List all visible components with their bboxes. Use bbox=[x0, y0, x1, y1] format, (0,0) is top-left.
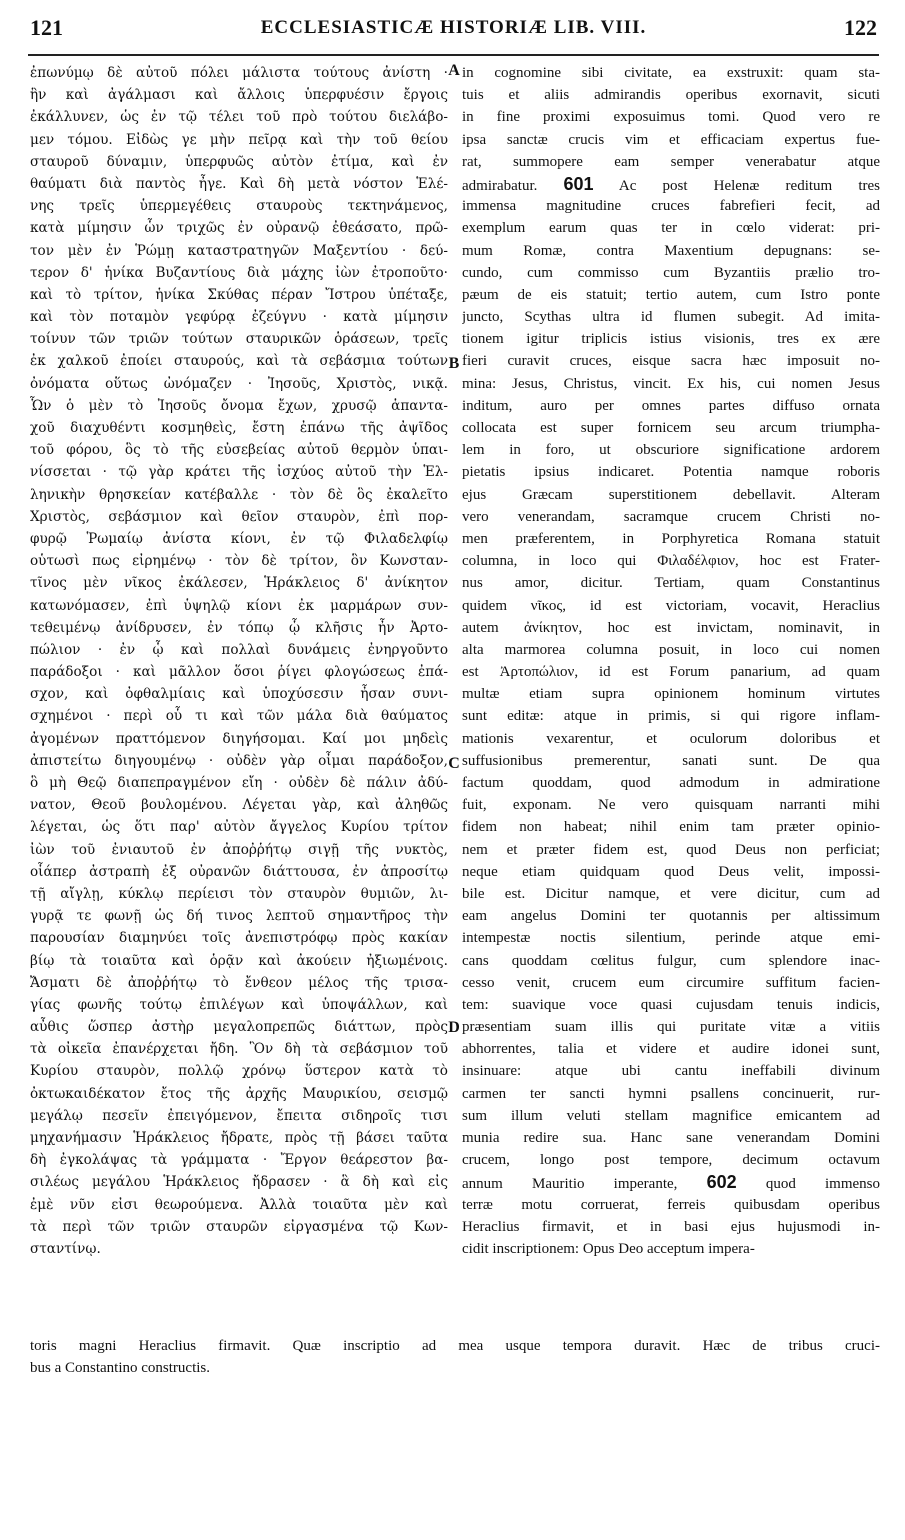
latin-text-line: in fine proximi exposuimus tomi. Quod vero re bbox=[462, 109, 880, 126]
greek-text-line: ἐμὲ νῦν εἰσι θεωρούμενα. Ἀλλὰ τοιαῦτα μὲν καὶ bbox=[30, 1196, 448, 1213]
greek-text-line: ἐκ χαλκοῦ ἐποίει σταυρούς, καὶ τὰ σεβάσμια τούτων bbox=[30, 353, 448, 370]
inline-page-number: 602 bbox=[706, 1172, 737, 1193]
greek-text-line: ὀνόματα οὕτως ὠνόμαζεν · Ἰησοῦς, Χριστὸς, νικᾷ. bbox=[30, 375, 448, 392]
greek-text-line: τοίνυν τῶν τριῶν τούτων σταυρικῶν ὁράσεων, τρεῖς bbox=[30, 331, 448, 348]
latin-text-line: immensa magnitudine cruces fabrefieri fecit, ad bbox=[462, 198, 880, 215]
latin-text-line: annum Mauritio imperante, 602 quod immenso bbox=[462, 1172, 880, 1193]
latin-text-line: fuit, exponam. Ne vero quisquam narranti mihi bbox=[462, 797, 880, 814]
latin-text-line: mationis vexarentur, et oculorum doloribus et bbox=[462, 730, 880, 747]
greek-text-line: κατὰ μίμησιν ὧν τριχῶς ἐν οὐρανῷ ἐθεάσατο, πρῶ- bbox=[30, 220, 448, 237]
greek-text-line: σχον, καὶ ὀφθαλμίαις καὶ ὑποχύσεσιν ἦσαν συνι- bbox=[30, 686, 448, 703]
margin-marker-d: D bbox=[448, 1019, 460, 1036]
greek-text-line: ἀπιστείτω διηγουμένῳ · οὐδὲν γὰρ οἶμαι παράδοξον, bbox=[30, 752, 448, 769]
greek-text-line: μεν τόμου. Εἰδὼς γε μὴν πεῖρᾳ καὶ τὴν τοῦ θείου bbox=[30, 131, 448, 148]
greek-text-line: φυρῷ Ῥωμαίῳ ἀνίστα κίονι, ἐν τῷ Φιλαδελφίῳ bbox=[30, 530, 448, 547]
greek-text-line: μεγάλῳ πεσεῖν ἐπειγόμενον, ἔπειτα σιδηροῖς τισι bbox=[30, 1107, 448, 1124]
latin-text-line: cesso venit, crucem eum circumire suffitum facien- bbox=[462, 974, 880, 991]
greek-text-line: χοῦ διαχυθέντι κοσμηθεὶς, ἔστη ἐπάνω τῆς ἀψῖδος bbox=[30, 420, 448, 436]
greek-text-line: Κυρίου σταυρὸν, πολλῷ χρόνῳ ὕστερον κατὰ τὸ bbox=[30, 1063, 448, 1080]
footer-text bbox=[30, 1335, 880, 1379]
latin-text-line: tem: suavique voce quasi cujusdam tenuis indicis, bbox=[462, 996, 880, 1013]
margin-marker-b: B bbox=[448, 355, 460, 372]
greek-text-line: Χριστὸς, σεβάσμιον καὶ θεῖον σταυρὸν, ἐπὶ πορ- bbox=[30, 508, 448, 525]
greek-text-line: δὴ ἐγκολάψας τὰ γράμματα · Ἔργον θεάρεστον βα- bbox=[30, 1152, 448, 1169]
greek-text-line: τῇ αἴγλῃ, κύκλῳ περίεισι τὸν σταυρὸν θυμιῶν, λι- bbox=[30, 885, 448, 902]
greek-text-line: λέγεται, ὡς ὅτι παρ' αὐτὸν ἄγγελος Κυρίου τρίτον bbox=[30, 819, 448, 836]
latin-text-line: lem in foro, ut obscuriore significatione ardorem bbox=[462, 442, 880, 459]
greek-text-line: θαύματι διὰ παντὸς ἦγε. Καὶ δὴ μετὰ νόστον Ἑλέ- bbox=[30, 175, 448, 192]
greek-text-line: νατον, Θεοῦ βουλομένου. Λέγεται γὰρ, καὶ ἀληθῶς bbox=[30, 797, 448, 814]
greek-text-line: παρουσίαν διαμηνύει τοῖς ἀνεπιστρόφῳ πρὸς κακίαν bbox=[30, 930, 448, 947]
greek-text-line: γίας φωνῆς τούτῳ ἐπιλέγων καὶ ὑποψάλλων, καὶ bbox=[30, 996, 448, 1013]
latin-text-line: vero venerandam, sacramque crucem Christi no- bbox=[462, 508, 880, 525]
running-title: ECCLESIASTICÆ HISTORIÆ LIB. VIII. bbox=[260, 17, 647, 38]
margin-marker-c: C bbox=[448, 755, 460, 772]
latin-text-line: neque etiam quidquam quod Deus velit, impossi- bbox=[462, 863, 880, 880]
greek-text-line: ἣν καὶ ἀγάλμασι καὶ ἄλλοις ὑπερφυέσιν ἔργοις bbox=[30, 87, 448, 104]
greek-text-line: τὰ οἰκεῖα ἐπανέρχεται ἤδη. Ὃν δὴ τὰ σεβάσμιον τοῦ bbox=[30, 1041, 448, 1058]
latin-text-line: sum illum veluti stellam magnifice emicantem ad bbox=[462, 1107, 880, 1124]
header-rule bbox=[28, 54, 879, 56]
latin-text-line: mum Romæ, contra Maxentium depugnans: se- bbox=[462, 242, 880, 259]
greek-text-line: τεθειμένῳ ἀνίδρυσεν, ἐν τόπῳ ᾧ κλῆσις ἦν Ἀρτο- bbox=[30, 619, 448, 636]
greek-text-line: τοῦ φόρου, ὃς τὸ τῆς εὐσεβείας αὐτοῦ θερμὸν ὑπαι- bbox=[30, 442, 448, 459]
right-page-number: 122 bbox=[843, 15, 877, 40]
greek-text-line: πώλιον · ἐν ᾧ καὶ πολλαὶ δυνάμεις ἐνηργοῦντο bbox=[30, 641, 448, 658]
latin-text-line: ipsa sanctæ crucis vim et efficaciam expertus fue- bbox=[462, 131, 880, 148]
latin-text-line: exemplum earum quas ter in cœlo viderat: pri- bbox=[462, 220, 880, 237]
latin-text-line: men præferentem, in Porphyretica Romana statuit bbox=[462, 530, 880, 547]
greek-text-line: βίῳ τὰ τοιαῦτα καὶ ὁρᾷν καὶ ἀκούειν ἠξιωμένοις. bbox=[30, 952, 448, 969]
latin-text-line: tuis et aliis admirandis operibus exornavit, sicuti bbox=[462, 87, 880, 104]
greek-text-line: καὶ τὸ τρίτον, ἡνίκα Σκύθας πέραν Ἴστρου ὑπέταξε, bbox=[30, 286, 448, 303]
latin-text-line: quidem νῖκος, id est victoriam, vocavit, Heraclius bbox=[462, 597, 880, 614]
greek-text-line: Ἄσματι δὲ ἀποῤῥήτῳ τὸ ἔνθεον μέλος τῆς τρισα- bbox=[30, 974, 448, 991]
greek-text-line: οἷάπερ ἀστραπὴ ἐξ οὐρανῶν διάττουσα, ἐν ἀπροσίτῳ bbox=[30, 863, 448, 880]
latin-text-line: cundo, cum commisso cum Byzantiis prælio tro- bbox=[462, 264, 880, 281]
latin-text-line: autem ἀνίκητον, hoc est invictam, nominavit, in bbox=[462, 619, 880, 636]
latin-text-line: tionem igitur triplicis istius visionis, tres ex ære bbox=[462, 331, 880, 348]
latin-text-line: cidit inscriptionem: Opus Deo acceptum impera- bbox=[462, 1240, 755, 1257]
greek-text-line: γυρᾷ τε φωνῇ ὡς δή τινος λεπτοῦ σημαντῆρος τὴν bbox=[30, 908, 448, 925]
latin-text-line: in cognomine sibi civitate, ea exstruxit: quam sta- bbox=[462, 65, 880, 81]
latin-text-line: ejus Græcam superstitionem debellavit. Alteram bbox=[462, 486, 880, 503]
greek-text-line: ὃ μὴ Θεῷ διαπεπραγμένον εἴη · οὐδὲν δὲ πάλιν ἀδύ- bbox=[30, 775, 448, 791]
greek-text-line: ἐπωνύμῳ δὲ αὐτοῦ πόλει μάλιστα τούτους ἀνίστη · bbox=[30, 65, 448, 81]
margin-marker-a: A bbox=[448, 62, 460, 79]
footer-text-line: bus a Constantino constructis. bbox=[30, 1360, 210, 1377]
greek-text-line: αὖθις ὥσπερ ἀστὴρ μεγαλοπρεπῶς διάττων, πρὸς bbox=[30, 1019, 448, 1036]
latin-text-line: præsentiam suam illis qui puritate vitæ a vitiis bbox=[462, 1019, 880, 1036]
latin-text-line: cans quoddam cœlitus fulgur, cum splendore inac- bbox=[462, 952, 880, 969]
greek-column bbox=[30, 62, 448, 1260]
latin-text-line: nem et præter fidem est, quod Deus non perficiat; bbox=[462, 841, 880, 858]
inline-page-number: 601 bbox=[563, 173, 594, 194]
greek-text-line: Ὧν ὁ μὲν τὸ Ἰησοῦς ὄνομα ἔχων, χρυσῷ ἁπαντα- bbox=[30, 397, 448, 414]
greek-text-line: τὰ περὶ τῶν τριῶν σταυρῶν εἰργασμένα τῷ Κων- bbox=[30, 1218, 448, 1235]
left-page-number: 121 bbox=[30, 15, 63, 40]
greek-text-line: τερον δ' ἡνίκα Βυζαντίους διὰ μάχης ἰὼν ἐτροποῦτο· bbox=[30, 264, 448, 281]
greek-text-line: σταντίνῳ. bbox=[30, 1240, 101, 1257]
running-header bbox=[30, 6, 877, 50]
latin-text-line: fidem non habeat; nihil enim tam præter opinio- bbox=[462, 819, 880, 836]
greek-text-line: σταυροῦ δύναμιν, ὑπερφυῶς αὐτὸν ἐτίμα, καὶ ἐν bbox=[30, 153, 448, 170]
greek-text-line: καὶ τὸν ποταμὸν γεφύρᾳ ἐζεύγνυ · κατὰ μίμησιν bbox=[30, 309, 448, 326]
latin-text-line: inditum, auro per omnes partes diffuso ornata bbox=[462, 397, 880, 414]
greek-text-line: τῖνος μὲν νῖκος ἐκάλεσεν, Ἡράκλειος δ' ἀνίκητον bbox=[30, 575, 448, 592]
latin-text-line: abhorrentes, talia et videre et audire idonei sunt, bbox=[462, 1041, 880, 1058]
latin-text-line: multæ etiam supra opinionem hominum virtutes bbox=[462, 686, 880, 703]
latin-text-line: bile est. Dicitur namque, et vere dicitur, cum ad bbox=[462, 885, 880, 902]
latin-text-line: terræ motu corruerat, ferreis quibusdam operibus bbox=[462, 1196, 880, 1213]
greek-text-line: σιλέως μεγάλου Ἡράκλειος ἤδρασεν · ἃ δὴ καὶ εἰς bbox=[30, 1174, 448, 1191]
latin-text-line: Heraclius firmavit, et in basi ejus hujusmodi in- bbox=[462, 1218, 880, 1235]
footer-text-line: toris magni Heraclius firmavit. Quæ inscriptio ad mea usque tempora duravit. Hæc de tribus cruci- bbox=[30, 1338, 880, 1354]
latin-text-line: carmen ter sancti hymni psallens concinuerit, rur- bbox=[462, 1085, 880, 1102]
latin-text-line: intempestæ noctis silentium, perinde atque emi- bbox=[462, 930, 880, 947]
latin-text-line: crucem, longo post tempore, decimum octavum bbox=[462, 1152, 880, 1169]
latin-text-line: admirabatur. 601 Ac post Helenæ reditum tres bbox=[462, 173, 880, 194]
latin-text-line: mina: Jesus, Christus, vincit. Ex his, cui nomen Jesus bbox=[462, 375, 880, 392]
greek-text-line: σχημένοι · περὶ οὗ τι καὶ τῶν μάλα διὰ θαύματος bbox=[30, 708, 448, 725]
greek-text-line: ὀκτωκαιδέκατον ἔτος τῆς ἀρχῆς Μαυρικίου, σεισμῷ bbox=[30, 1085, 448, 1102]
latin-text-line: fieri curavit cruces, eisque sacra hæc imposuit no- bbox=[462, 353, 880, 370]
latin-text-line: rat, summopere eam semper venerabatur atque bbox=[462, 153, 880, 170]
latin-text-line: sunt editæ: atque in primis, si qui rigore inflam- bbox=[462, 708, 880, 725]
latin-text-line: juncto, Scythas ultra id flumen subegit. Ad imita- bbox=[462, 309, 880, 326]
latin-text-line: munia redire sua. Hanc sane venerandam Domini bbox=[462, 1130, 880, 1146]
latin-text-line: nus amor, dicitur. Tertiam, quam Constantinus bbox=[462, 575, 880, 592]
greek-text-line: ἰὼν τοῦ ἐνιαυτοῦ ἐν ἀποῤῥήτῳ σιγῇ τῆς νυκτὸς, bbox=[30, 841, 448, 858]
greek-text-line: ληνικὴν θρησκείαν κατέβαλλε · τὸν δὲ ὃς ἐκαλεῖτο bbox=[30, 486, 448, 503]
greek-text-line: νης τρεῖς ὑπερμεγέθεις σταυροὺς τεκτηνάμενος, bbox=[30, 198, 448, 215]
greek-text-line: κατωνόμασεν, ἐπὶ ὑψηλῷ κίονι ἐκ μαρμάρων συν- bbox=[30, 597, 448, 614]
latin-text-line: pietatis ipsius indicaret. Potentia namque roboris bbox=[462, 464, 880, 481]
latin-text-line: eam angelus Domini ter quotannis per altissimum bbox=[462, 908, 880, 925]
greek-text-line: τον μὲν ἐν Ῥώμῃ καταστρατηγῶν Μαξεντίου · δεύ- bbox=[30, 242, 448, 259]
latin-text-line: insinuare: atque ubi cantu ineffabili divinum bbox=[462, 1063, 880, 1080]
greek-text-line: ἐκάλλυνεν, ὡς ἐν τῷ τέλει τοῦ πρὸ τούτου διελάβο- bbox=[30, 109, 448, 126]
greek-text-line: οὑτωσὶ πως εἰρημένῳ · τὸν δὲ τρίτον, ὃν Κωνσταν- bbox=[30, 553, 448, 570]
latin-text-line: suffusionibus premerentur, sanati sunt. De qua bbox=[462, 752, 880, 769]
latin-text-line: collocata est super fornicem seu arcum triumpha- bbox=[462, 420, 880, 436]
latin-text-line: alta marmorea columna posuit, in loco cui nomen bbox=[462, 641, 880, 658]
latin-column bbox=[462, 62, 880, 1260]
greek-text-line: παράδοξοι · καὶ μᾶλλον ὅσοι ῥίγει φλογώσεως ἐπά- bbox=[30, 664, 448, 681]
latin-text-line: est Ἀρτοπώλιον, id est Forum panarium, ad quam bbox=[462, 664, 880, 681]
greek-text-line: ἀγομένων πραττόμενον διηγήσομαι. Καί μοι μηδεὶς bbox=[30, 730, 448, 747]
greek-text-line: μηχανήμασιν Ἡράκλειος ἤδρατε, πρὸς τῇ βάσει ταῦτα bbox=[30, 1130, 448, 1146]
greek-text-line: νίσσεται · τῷ γὰρ κράτει τῆς ἰσχύος αὐτοῦ τὴν Ἑλ- bbox=[30, 464, 448, 481]
latin-text-line: pæum de eis statuit; tertio autem, cum Istro ponte bbox=[462, 286, 880, 303]
latin-text-line: factum quoddam, quod admodum in admiratione bbox=[462, 775, 880, 791]
latin-text-line: columna, in loco qui Φιλαδέλφιον, hoc est Frater- bbox=[462, 553, 880, 570]
